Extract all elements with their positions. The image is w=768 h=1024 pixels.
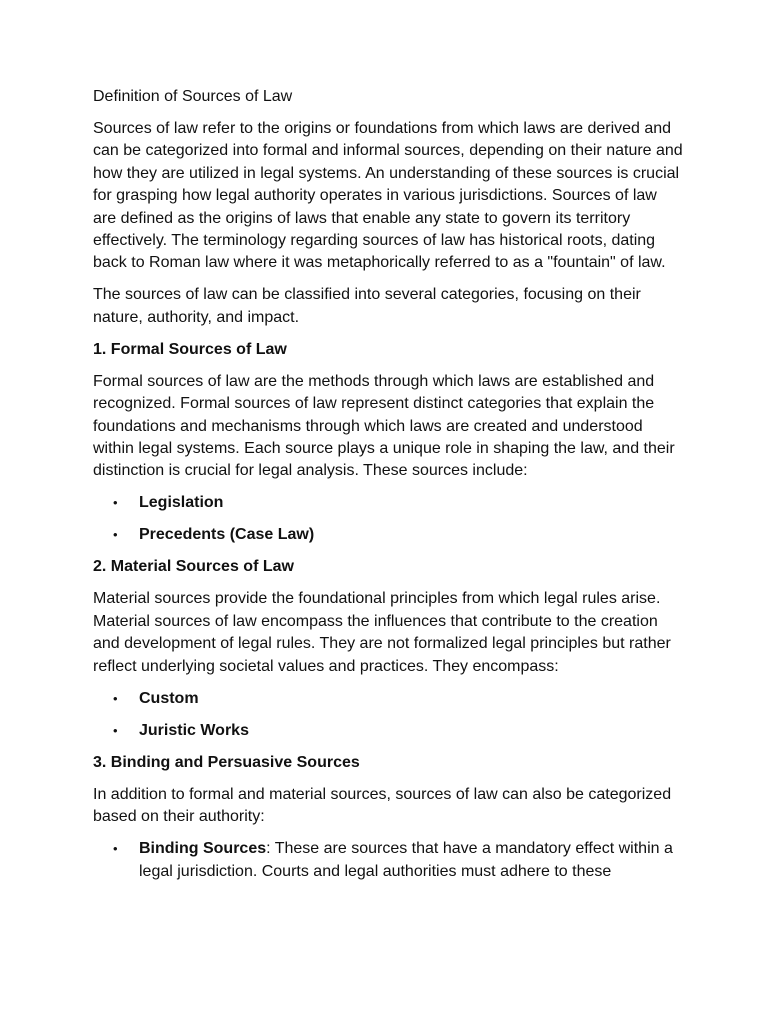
section-heading-binding: 3. Binding and Persuasive Sources bbox=[93, 753, 360, 771]
section-heading-material: 2. Material Sources of Law bbox=[93, 558, 294, 576]
list-item bbox=[93, 492, 683, 514]
document-page bbox=[93, 86, 683, 893]
bullet-icon: • bbox=[113, 527, 118, 543]
section-heading-formal: 1. Formal Sources of Law bbox=[93, 340, 287, 358]
list-item bbox=[93, 688, 683, 710]
intro-paragraph-1: Sources of law refer to the origins or foundations from which laws are derived and can be categorized into formal and informal sources, depending on their nature and how they are utilized in legal systems. An understanding of these sources is crucial for grasping how legal authority operates in various jurisdictions. Sources of law are defined as the origins of laws that enable any state to govern its territory effectively. The terminology regarding sources of law has historical roots, dating back to Roman law where it was metaphorically referred to as a "fountain" of law. bbox=[93, 120, 683, 272]
bullet-icon: • bbox=[113, 690, 118, 706]
material-sources-list bbox=[93, 688, 683, 742]
bullet-icon: • bbox=[113, 495, 118, 511]
list-item-label: Custom bbox=[139, 689, 199, 707]
list-item bbox=[93, 838, 683, 883]
section-body-material: Material sources provide the foundational principles from which legal rules arise. Material sources of law encompass the influences that contribute to the creation and development of legal rules. They are not formalized legal principles but rather reflect underlying societal values and practices. They encompass: bbox=[93, 590, 671, 675]
list-item-term: Binding Sources bbox=[139, 840, 267, 858]
section-body-binding: In addition to formal and material sources, sources of law can also be categorized based on their authority: bbox=[93, 785, 672, 826]
intro-paragraph-2: The sources of law can be classified into several categories, focusing on their nature, authority, and impact. bbox=[93, 286, 641, 326]
bullet-icon: • bbox=[113, 841, 118, 857]
binding-sources-list bbox=[93, 838, 683, 883]
list-item bbox=[93, 720, 683, 742]
list-item-label: Legislation bbox=[139, 494, 224, 512]
formal-sources-list bbox=[93, 492, 683, 546]
document-title: Definition of Sources of Law bbox=[93, 88, 293, 105]
list-item-text: : These are sources that have a mandatory effect within a legal jurisdiction. Courts and legal authorities must adhere to these bbox=[139, 840, 673, 880]
list-item bbox=[93, 524, 683, 546]
list-item-label: Juristic Works bbox=[139, 721, 249, 739]
bullet-icon: • bbox=[113, 722, 118, 738]
list-item-label: Precedents (Case Law) bbox=[139, 526, 315, 544]
section-body-formal: Formal sources of law are the methods through which laws are established and recognized. Formal sources of law represent distinct categories that explain the foundations and mechanisms through which laws are created and understood within legal systems. Each source plays a unique role in shaping the law, and their distinction is crucial for legal analysis. These sources include: bbox=[93, 372, 675, 480]
